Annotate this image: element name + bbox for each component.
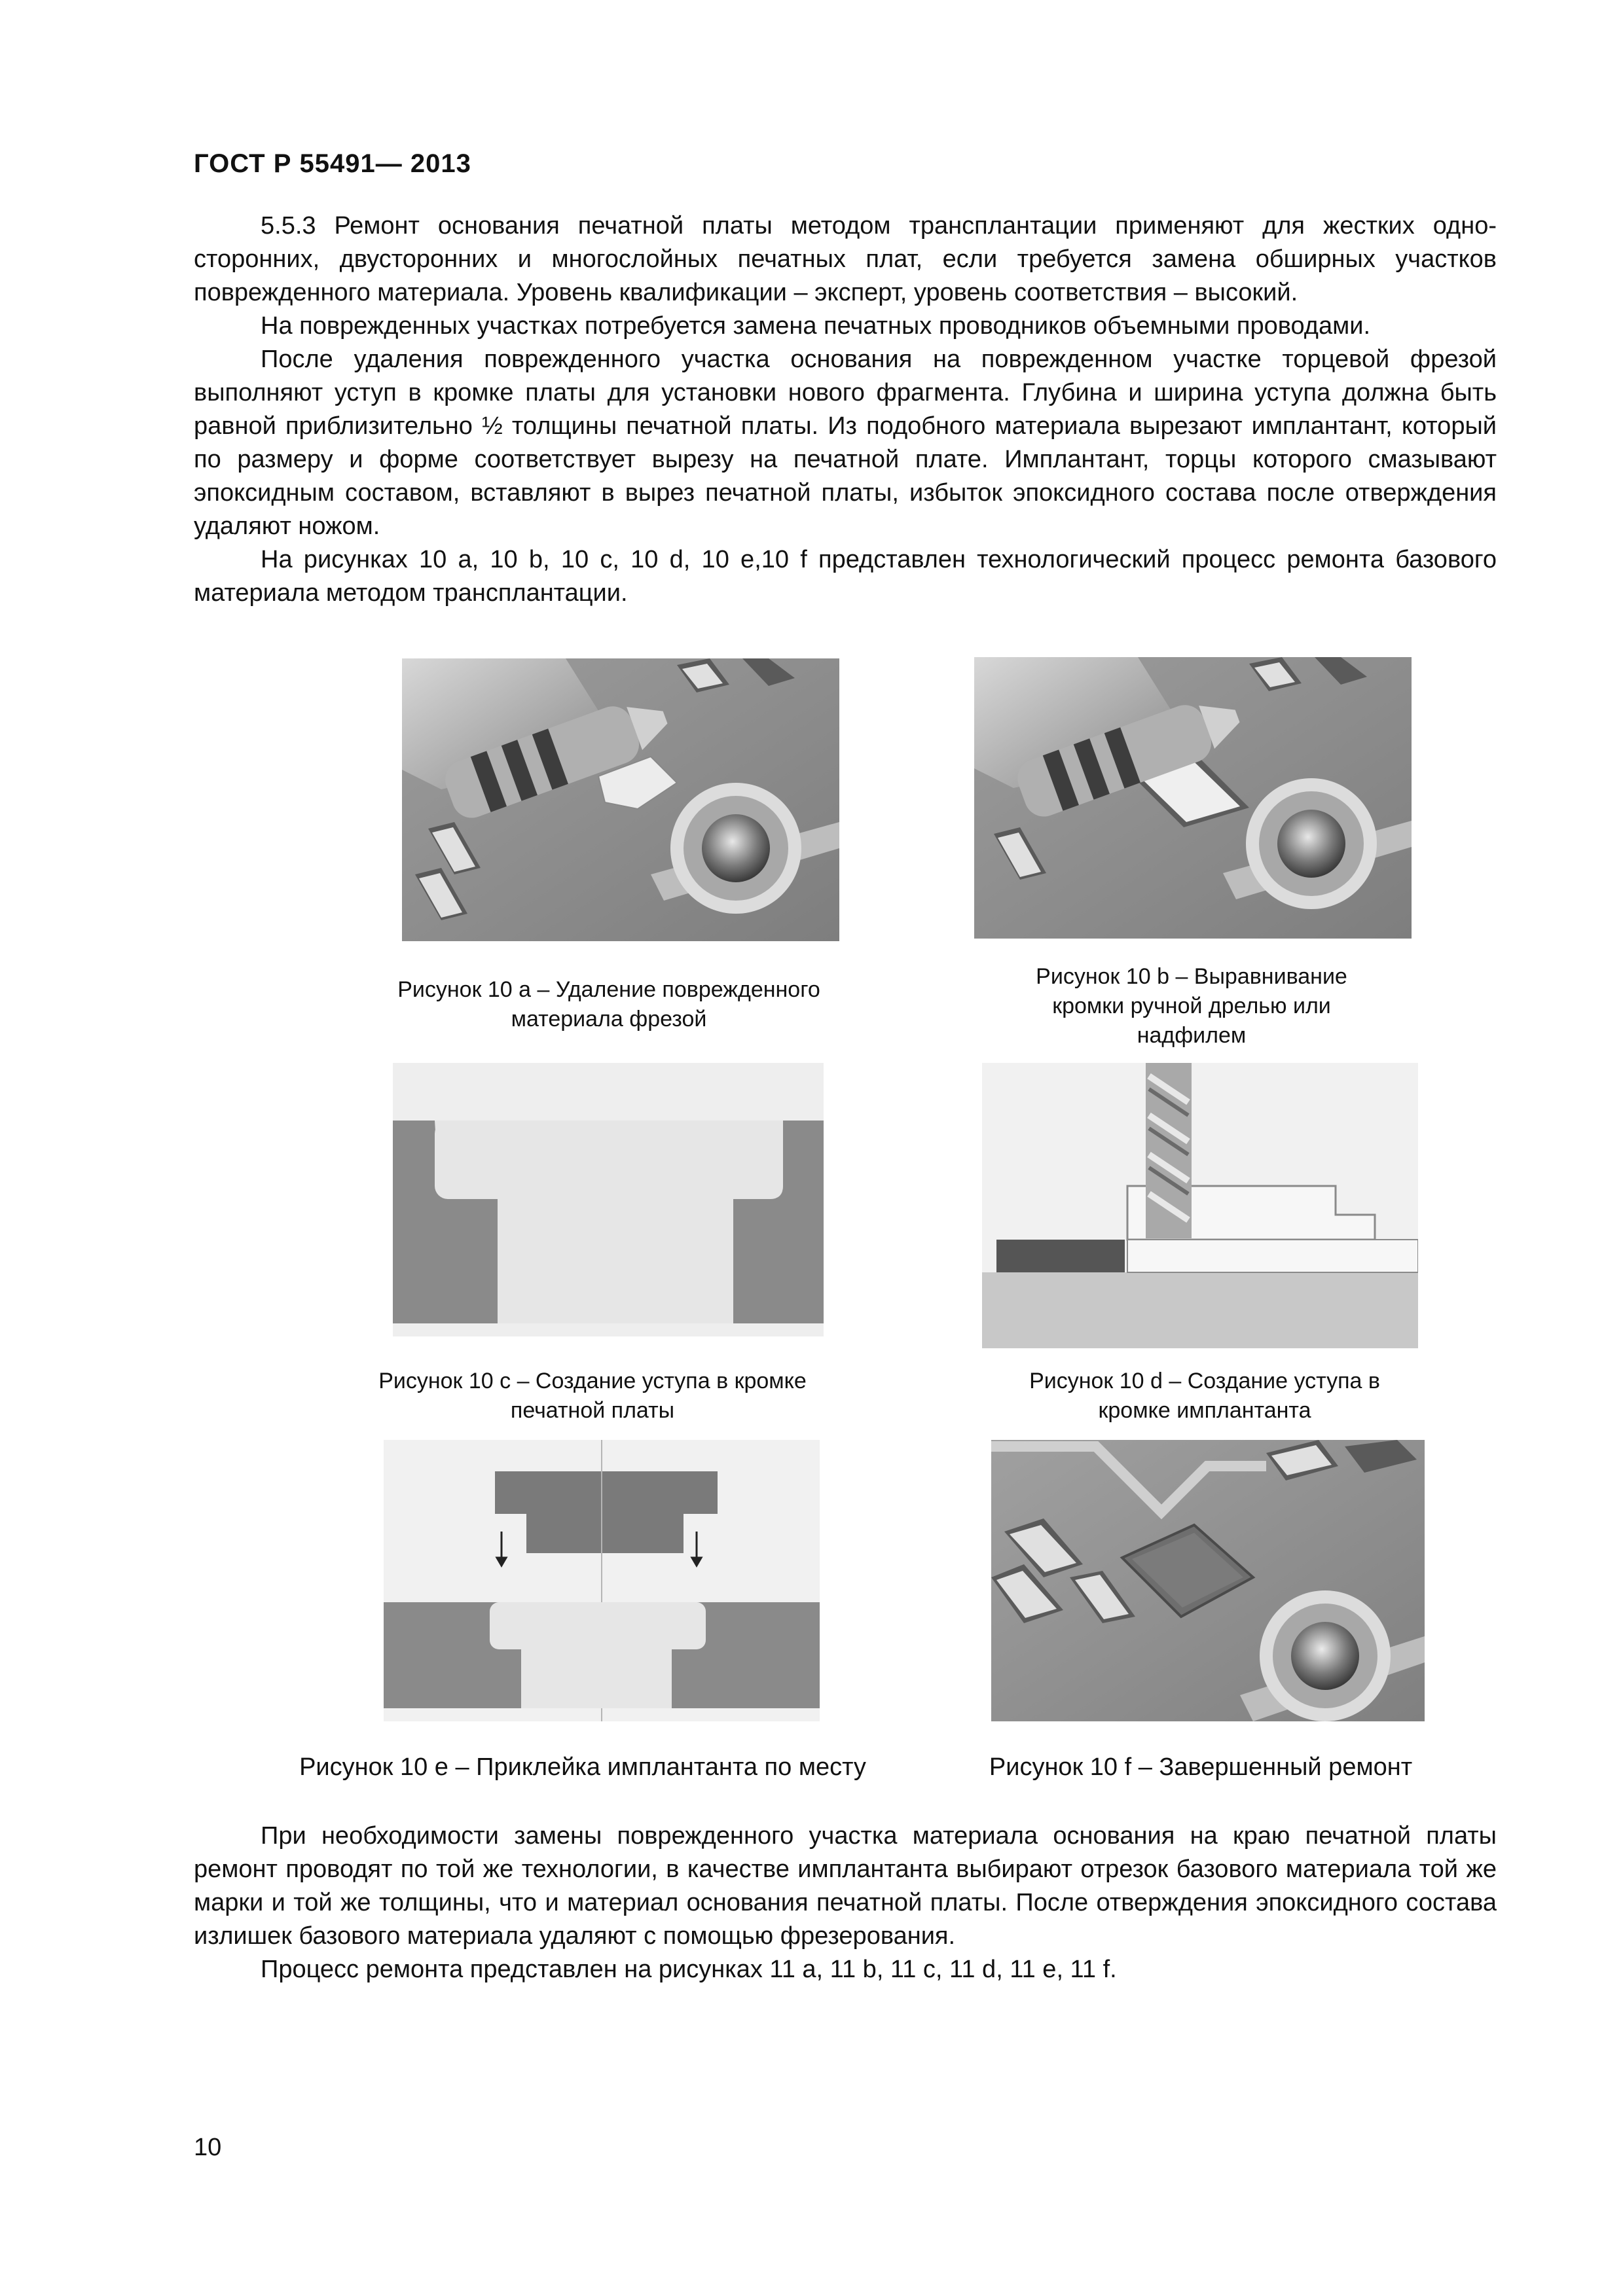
figure-10b-caption: Рисунок 10 b – Выравнивание кромки ручной дрелью или надфилем [1036, 964, 1347, 1048]
figure-10e-caption: Рисунок 10 e – Приклейка имплантанта по месту [299, 1753, 866, 1781]
intro-text [194, 209, 1497, 610]
page-number: 10 [194, 2134, 222, 2161]
figure-10c-image [393, 1063, 824, 1336]
document-header: ГОСТ Р 55491— 2013 [194, 149, 471, 178]
paragraph: Процесс ремонта представлен на рисунках 11 a, 11 b, 11 c, 11 d, 11 e, 11 f. [261, 1956, 1117, 1983]
figure-10f-image [991, 1440, 1425, 1721]
paragraph: На поврежденных участках потребуется замена печатных проводников объемными проводами. [261, 312, 1371, 340]
figure-10c-caption: Рисунок 10 c – Создание уступа в кромке печатной платы [378, 1369, 807, 1423]
paragraph: При необходимости замены поврежденного участка материала основания на краю печатной платы ремонт проводят по той же технологии, в качестве имплантанта выбирают отрезок базового материала той же марки и той же толщины, что и материал основания печатной платы. После отверждения эпоксидного состава излишек базового материала удаляют с помощью фрезерования. [194, 1822, 1497, 1950]
figure-10b-image [974, 657, 1412, 939]
paragraph: На рисунках 10 a, 10 b, 10 c, 10 d, 10 e,10 f представлен технологический процесс ремонта базового материала методом трансплантации. [194, 546, 1497, 607]
figure-10e-image [384, 1440, 820, 1721]
paragraph: 5.5.3 Ремонт основания печатной платы методом трансплантации применяют для жестких односторонних, двусторонних и многослойных печатных плат, если требуется замена обширных участков поврежденного материала. Уровень квалификации – эксперт, уровень соответствия – высокий. [194, 212, 1497, 306]
outro-text [194, 1820, 1497, 1986]
figure-10a-image [402, 658, 839, 941]
figure-10a-caption: Рисунок 10 а – Удаление поврежденного материала фрезой [397, 977, 820, 1031]
figure-10d-image [982, 1063, 1418, 1348]
figure-10f-caption: Рисунок 10 f – Завершенный ремонт [989, 1753, 1413, 1781]
figure-10d-caption: Рисунок 10 d – Создание уступа в кромке имплантанта [1029, 1369, 1380, 1423]
paragraph: После удаления поврежденного участка основания на поврежденном участке торцевой фрезой выполняют уступ в кромке платы для установки нового фрагмента. Глубина и ширина уступа должна быть равной приблизительно ½ толщины печатной платы. Из подобного материала вырезают имплантант, который по размеру и форме соответствует вырезу на печатной плате. Имплантант, торцы которого смазывают эпоксидным составом, вставляют в вырез печатной платы, избыток эпоксидного состава после отверждения удаляют ножом. [194, 346, 1497, 540]
